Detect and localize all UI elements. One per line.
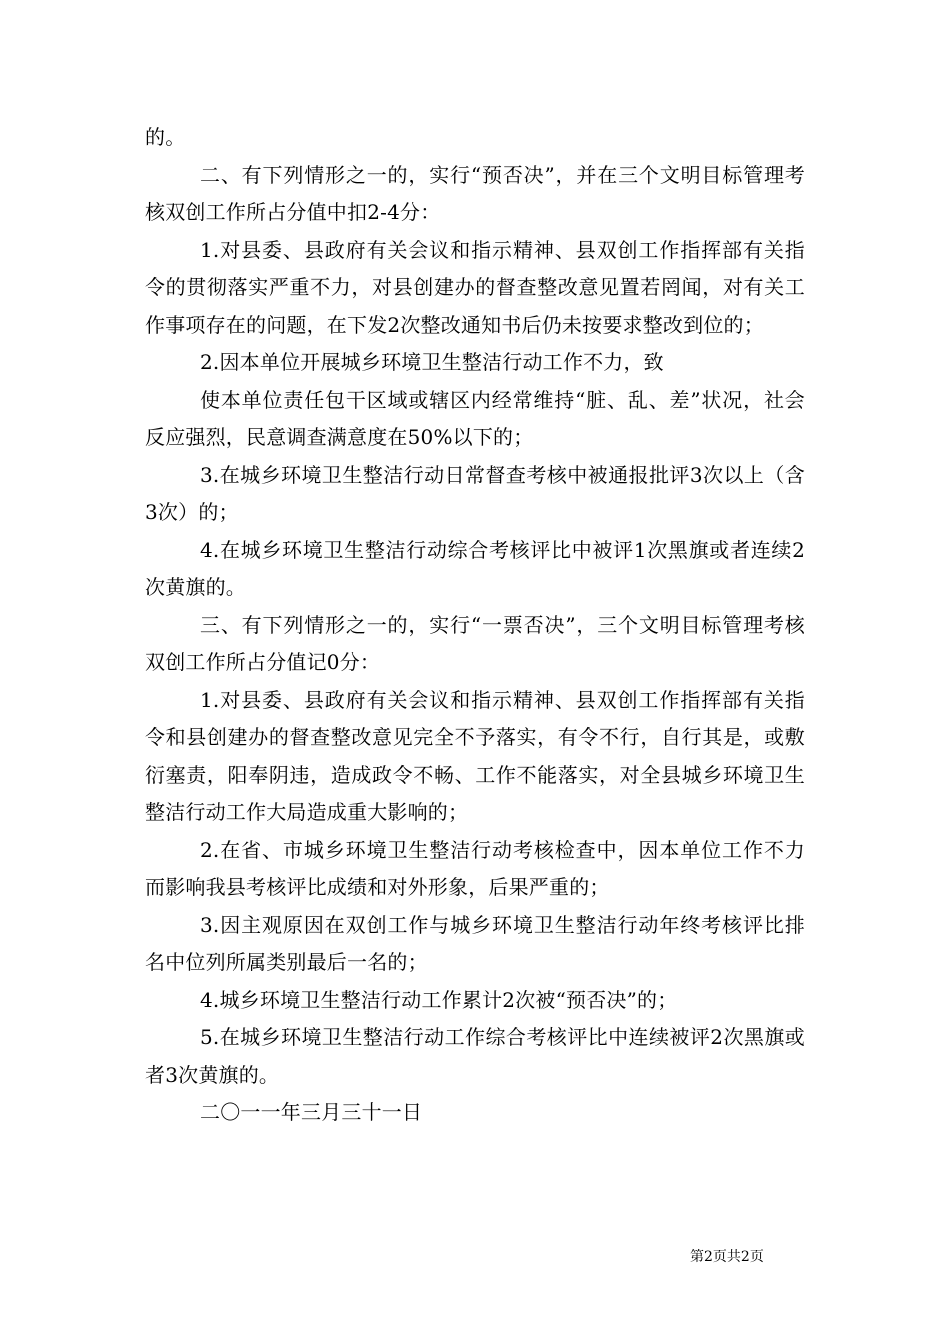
list-item: 3.因主观原因在双创工作与城乡环境卫生整洁行动年终考核评比排名中位列所属类别最后一名的； [145,912,805,974]
list-item: 2.在省、市城乡环境卫生整洁行动考核检查中，因本单位工作不力而影响我县考核评比成绩和对外形象，后果严重的； [145,837,805,899]
document-body [145,119,805,1132]
list-item: 2.因本单位开展城乡环境卫生整洁行动工作不力，致 [200,350,664,374]
section-heading-three: 三、有下列情形之一的，实行“一票否决”，三个文明目标管理考核双创工作所占分值记0分： [145,612,805,674]
section-heading-two: 二、有下列情形之一的，实行“预否决”，并在三个文明目标管理考核双创工作所占分值中扣2-4分： [145,162,805,224]
list-item: 1.对县委、县政府有关会议和指示精神、县双创工作指挥部有关指令的贯彻落实严重不力，对县创建办的督查整改意见置若罔闻，对有关工作事项存在的问题，在下发2次整改通知书后仍未按要求整改到位的； [145,237,805,337]
document-date: 二〇一一年三月三十一日 [200,1100,423,1124]
page-number-footer: 第2页共2页 [690,1249,764,1265]
paragraph-continuation: 的。 [145,125,186,149]
list-item: 1.对县委、县政府有关会议和指示精神、县双创工作指挥部有关指令和县创建办的督查整改意见完全不予落实，有令不行，自行其是，或敷衍塞责，阳奉阴违，造成政令不畅、工作不能落实，对全县城乡环境卫生整洁行动工作大局造成重大影响的； [145,687,805,824]
list-item: 5.在城乡环境卫生整洁行动工作综合考核评比中连续被评2次黑旗或者3次黄旗的。 [145,1025,805,1087]
list-item: 4.在城乡环境卫生整洁行动综合考核评比中被评1次黑旗或者连续2次黄旗的。 [145,537,805,599]
list-item: 3.在城乡环境卫生整洁行动日常督查考核中被通报批评3次以上（含3次）的； [145,462,805,524]
list-item: 4.城乡环境卫生整洁行动工作累计2次被“预否决”的； [200,987,678,1012]
list-item-continuation: 使本单位责任包干区域或辖区内经常维持“脏、乱、差”状况，社会反应强烈，民意调查满意度在50%以下的； [145,387,805,449]
